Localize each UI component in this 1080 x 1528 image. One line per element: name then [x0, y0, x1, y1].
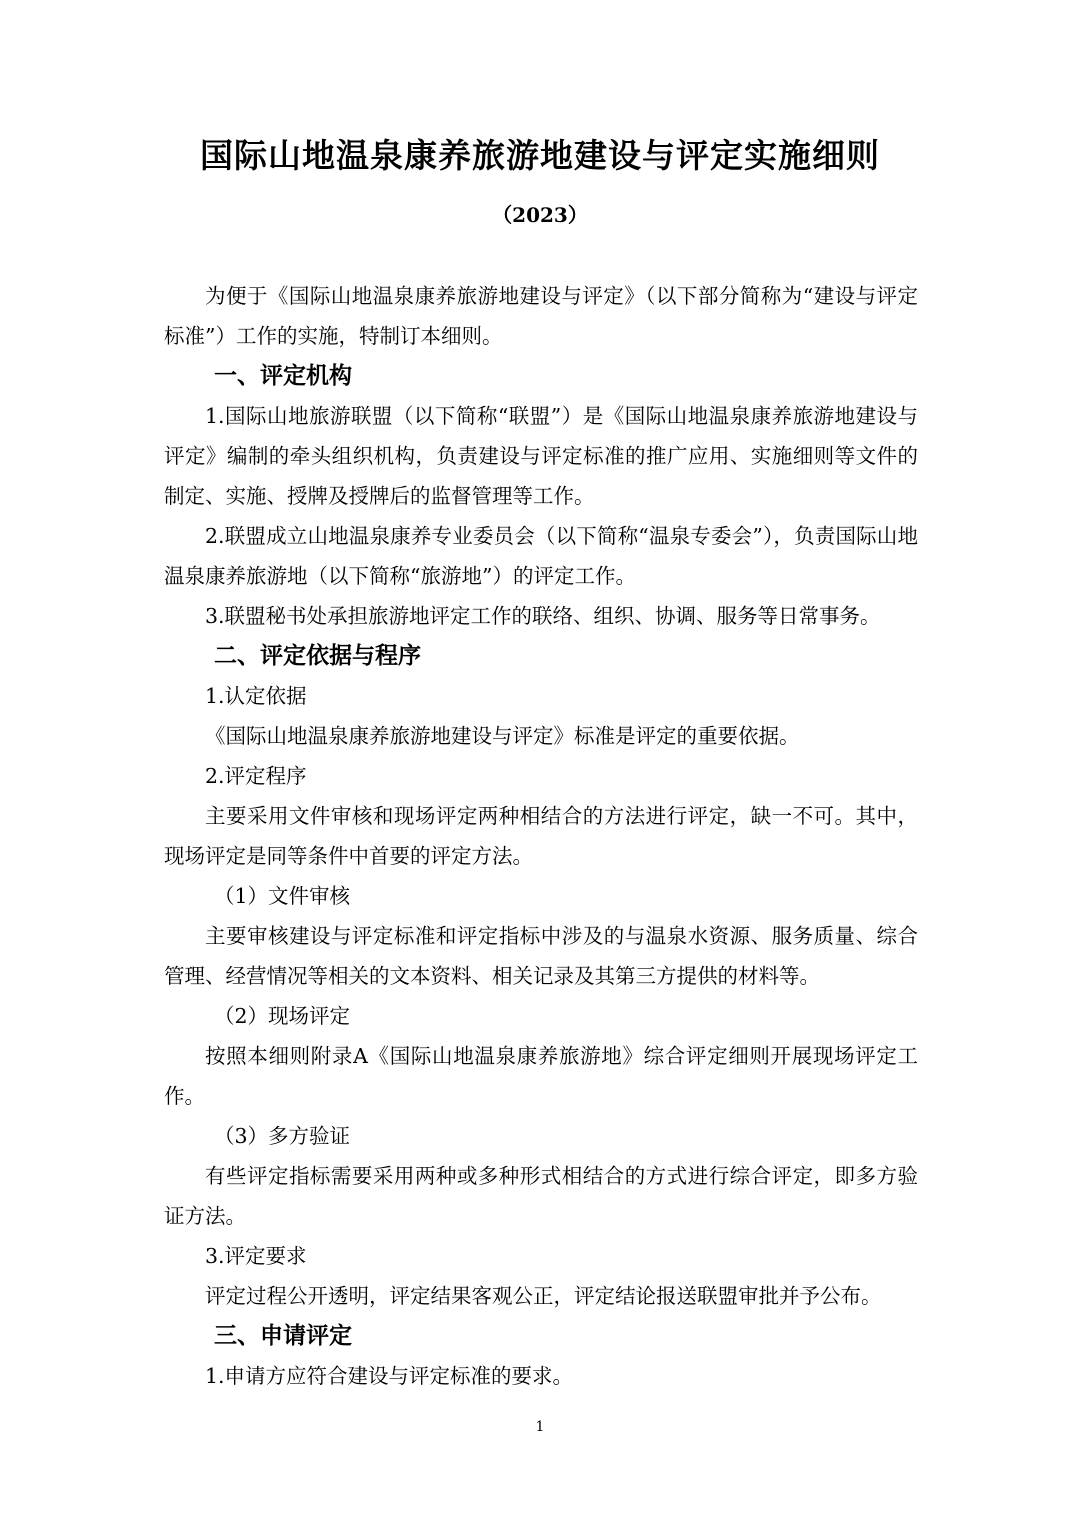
section1-item-2: 2.联盟成立山地温泉康养专业委员会（以下简称“温泉专委会”），负责国际山地温泉康养旅游地（以下简称“旅游地”）的评定工作。 [164, 524, 918, 588]
section3-item-1: 1.申请方应符合建设与评定标准的要求。 [205, 1364, 574, 1388]
document-body [164, 276, 918, 1396]
doc-review-label: （1）文件审核 [214, 884, 351, 908]
section-heading-1: 一、评定机构 [214, 362, 352, 389]
procedure-label: 2.评定程序 [205, 764, 307, 788]
page-number: 1 [535, 1419, 545, 1435]
section1-item-1: 1.国际山地旅游联盟（以下简称“联盟”）是《国际山地温泉康养旅游地建设与评定》编制的牵头组织机构，负责建设与评定标准的推广应用、实施细则等文件的制定、实施、授牌及授牌后的监督管理等工作。 [164, 404, 918, 508]
section1-item-3: 3.联盟秘书处承担旅游地评定工作的联络、组织、协调、服务等日常事务。 [205, 604, 881, 628]
section-heading-3: 三、申请评定 [214, 1322, 352, 1349]
procedure-text: 主要采用文件审核和现场评定两种相结合的方法进行评定，缺一不可。其中，现场评定是同等条件中首要的评定方法。 [164, 804, 918, 868]
basis-text: 《国际山地温泉康养旅游地建设与评定》标准是评定的重要依据。 [205, 724, 800, 748]
basis-label: 1.认定依据 [205, 684, 307, 708]
requirement-text: 评定过程公开透明，评定结果客观公正，评定结论报送联盟审批并予公布。 [205, 1284, 882, 1308]
doc-review-text: 主要审核建设与评定标准和评定指标中涉及的与温泉水资源、服务质量、综合管理、经营情况等相关的文本资料、相关记录及其第三方提供的材料等。 [164, 924, 918, 988]
requirement-label: 3.评定要求 [205, 1244, 307, 1268]
document-year: （2023） [492, 203, 588, 227]
section-heading-2: 二、评定依据与程序 [214, 642, 421, 669]
document-title: 国际山地温泉康养旅游地建设与评定实施细则 [200, 136, 880, 175]
multi-label: （3）多方验证 [214, 1124, 351, 1148]
onsite-label: （2）现场评定 [214, 1004, 351, 1028]
onsite-text: 按照本细则附录A《国际山地温泉康养旅游地》综合评定细则开展现场评定工作。 [164, 1044, 918, 1108]
intro-paragraph: 为便于《国际山地温泉康养旅游地建设与评定》（以下部分简称为“建设与评定标准”）工作的实施，特制订本细则。 [164, 284, 918, 348]
multi-text: 有些评定指标需要采用两种或多种形式相结合的方式进行综合评定，即多方验证方法。 [164, 1164, 918, 1228]
